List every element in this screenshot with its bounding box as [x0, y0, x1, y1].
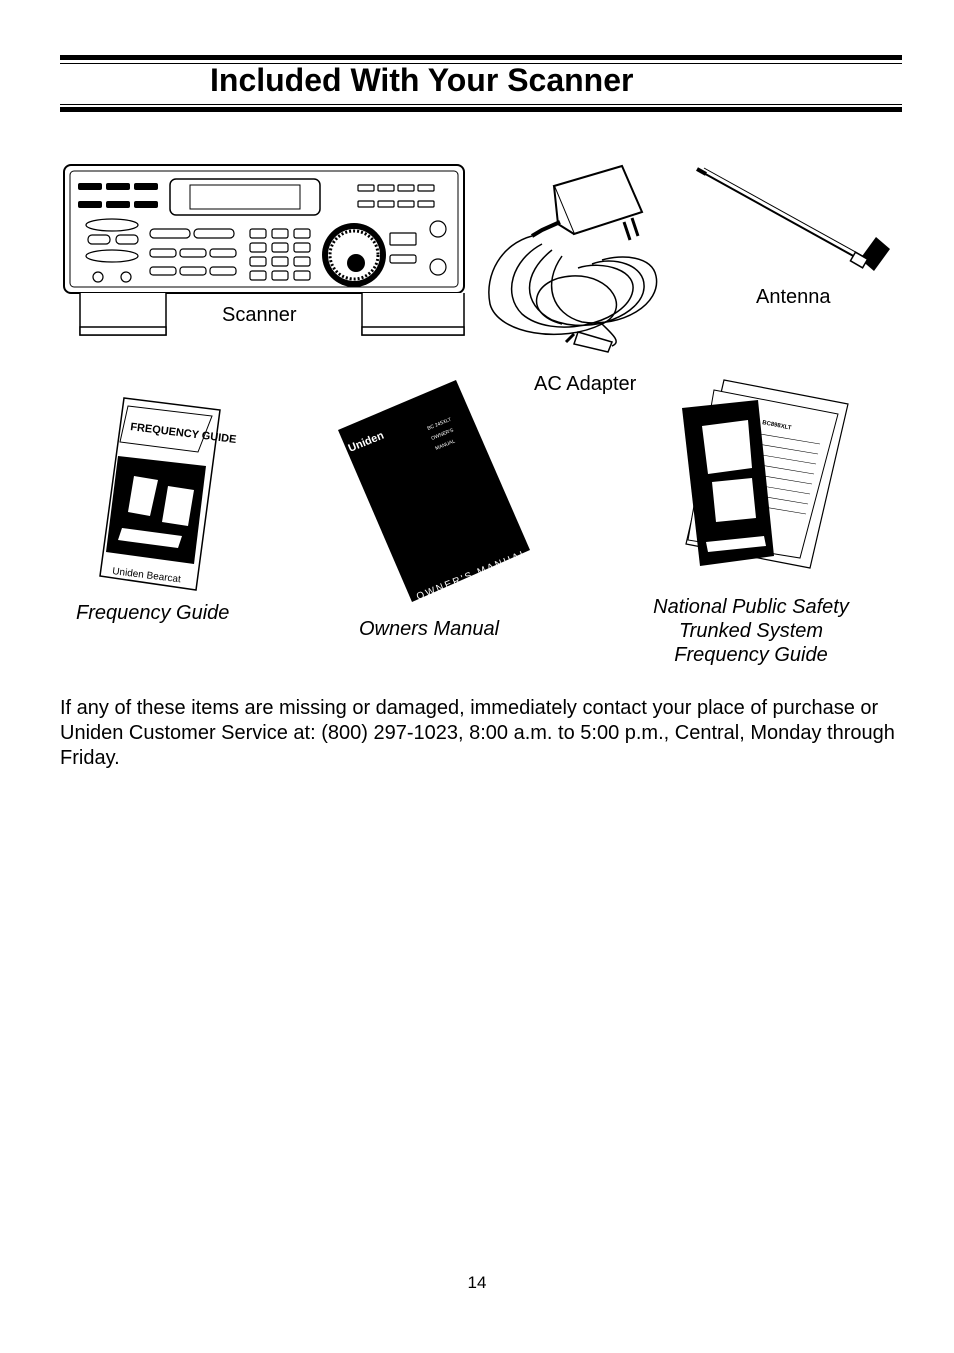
nps-caption-line-3: Frequency Guide — [674, 644, 828, 666]
nps-caption-line-1: National Public Safety — [653, 596, 849, 618]
svg-text:OWNER'S: OWNER'S — [430, 427, 455, 442]
owners-manual-book — [336, 378, 532, 606]
header-rule-bottom-thick — [60, 107, 902, 112]
page-title: Included With Your Scanner — [210, 62, 634, 98]
frequency-guide-booklet — [98, 396, 238, 592]
svg-text:MANUAL: MANUAL — [434, 438, 457, 452]
nps-guide-booklet — [680, 378, 852, 574]
frequency-guide-caption: Frequency Guide — [76, 602, 230, 624]
page-number: 14 — [467, 1273, 487, 1292]
antenna-illustration — [694, 165, 894, 275]
ac-adapter-illustration — [482, 164, 692, 364]
header-rule-bottom-thin — [60, 104, 902, 105]
nps-caption-line-2: Trunked System — [678, 620, 824, 642]
svg-text:BC898XLT: BC898XLT — [761, 420, 792, 432]
scanner-caption: Scanner — [222, 304, 297, 326]
antenna-caption: Antenna — [756, 286, 831, 308]
ac-adapter-caption: AC Adapter — [534, 373, 637, 395]
svg-text:FREQUENCY GUIDE: FREQUENCY GUIDE — [129, 421, 238, 446]
svg-text:BC 245XLT: BC 245XLT — [426, 416, 453, 432]
owners-manual-caption: Owners Manual — [359, 618, 500, 640]
svg-text:Uniden Bearcat: Uniden Bearcat — [111, 566, 182, 586]
missing-items-paragraph: If any of these items are missing or damaged, immediately contact your place of purchase or Uniden Customer Service at: (800) 297-1023, 8:00 a.m. to 5:00 p.m., Central, Monday through Friday. — [60, 697, 895, 769]
nps-guide-caption — [640, 595, 862, 667]
header-rule-top-thick — [60, 55, 902, 60]
svg-text:OWNER'S MANUAL: OWNER'S MANUAL — [415, 547, 530, 603]
svg-text:Uniden: Uniden — [346, 429, 386, 455]
